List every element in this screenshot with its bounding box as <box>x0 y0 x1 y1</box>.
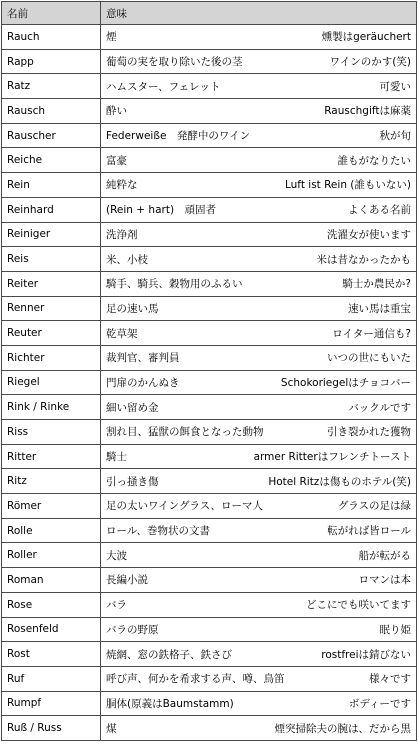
note-text: いつの世にもいた <box>327 352 411 365</box>
name-cell: Reiche <box>2 148 101 173</box>
meaning-text: 純粋な <box>106 179 138 192</box>
meaning-cell <box>101 420 417 445</box>
note-text: Hotel Ritzは傷ものホテル(笑) <box>268 475 411 488</box>
table-row <box>2 271 417 296</box>
meaning-text: 足の太いワイングラス、ローマ人 <box>106 500 263 513</box>
meaning-cell <box>101 642 417 667</box>
meaning-cell <box>101 74 417 99</box>
name-cell: Reinhard <box>2 197 101 222</box>
note-text: 燻製はgeräuchert <box>321 31 411 44</box>
note-text: 洗濯女が使います <box>327 228 411 241</box>
name-cell: Reiniger <box>2 222 101 247</box>
name-cell: Roller <box>2 543 101 568</box>
table-row <box>2 49 417 74</box>
table-row <box>2 716 417 741</box>
meaning-text: 呼び声、何かを希求する声、噂、鳥笛 <box>106 673 285 686</box>
header-row <box>2 2 417 25</box>
table-row <box>2 494 417 519</box>
note-text: 煙突掃除夫の腕は、だから黒 <box>274 722 411 735</box>
meaning-cell <box>101 395 417 420</box>
table-row <box>2 592 417 617</box>
name-cell: Rein <box>2 173 101 198</box>
note-text: 速い馬は重宝 <box>348 302 411 315</box>
table-row <box>2 148 417 173</box>
note-text: rostfreiは錆びない <box>321 648 411 661</box>
table-row <box>2 99 417 124</box>
note-text: 可愛い <box>379 80 411 93</box>
name-cell: Rosenfeld <box>2 617 101 642</box>
note-text: armer Ritterはフレンチトースト <box>253 451 411 464</box>
name-cell: Rauch <box>2 25 101 50</box>
table-row <box>2 173 417 198</box>
meaning-text: 洗浄剤 <box>106 228 138 241</box>
table-row <box>2 321 417 346</box>
note-text: 騎士か農民か? <box>342 278 411 291</box>
meaning-cell <box>101 271 417 296</box>
name-cell: Römer <box>2 494 101 519</box>
meaning-cell <box>101 49 417 74</box>
meaning-cell <box>101 222 417 247</box>
table-row <box>2 345 417 370</box>
meaning-cell <box>101 469 417 494</box>
name-cell: Ratz <box>2 74 101 99</box>
name-column-header: 名前 <box>2 2 101 25</box>
name-cell: Ritter <box>2 444 101 469</box>
meaning-text: 葡萄の実を取り除いた後の茎 <box>106 56 243 69</box>
table-row <box>2 197 417 222</box>
note-text: ロイター通信も? <box>332 327 411 340</box>
note-text: どこにでも咲いてます <box>306 599 411 612</box>
table-row <box>2 568 417 593</box>
meaning-text: 富豪 <box>106 154 127 167</box>
table-row <box>2 666 417 691</box>
meaning-text: バラ <box>106 599 127 612</box>
name-cell: Ruf <box>2 666 101 691</box>
table-row <box>2 469 417 494</box>
meaning-cell <box>101 173 417 198</box>
meaning-cell <box>101 444 417 469</box>
name-cell: Rink / Rinke <box>2 395 101 420</box>
meaning-text: 足の速い馬 <box>106 302 159 315</box>
note-text: 船が転がる <box>358 549 411 562</box>
meaning-text: Federweiße 発酵中のワイン <box>106 130 251 143</box>
name-cell: Ruß / Russ <box>2 716 101 741</box>
meaning-text: 乾草架 <box>106 327 138 340</box>
name-cell: Reuter <box>2 321 101 346</box>
note-text: グラスの足は緑 <box>337 500 411 513</box>
meaning-cell <box>101 691 417 716</box>
meaning-text: (Rein + hart) 頑固者 <box>106 204 217 217</box>
table-row <box>2 420 417 445</box>
meaning-cell <box>101 197 417 222</box>
name-cell: Rumpf <box>2 691 101 716</box>
table-body <box>2 25 417 741</box>
name-cell: Roman <box>2 568 101 593</box>
meaning-cell <box>101 543 417 568</box>
table-row <box>2 518 417 543</box>
note-text: 様々です <box>369 673 411 686</box>
note-text: 秋が旬 <box>379 130 411 143</box>
meaning-text: 門扉のかんぬき <box>106 376 180 389</box>
meaning-cell <box>101 568 417 593</box>
name-cell: Reis <box>2 247 101 272</box>
note-text: 引き裂かれた獲物 <box>327 426 411 439</box>
table-row <box>2 296 417 321</box>
meaning-cell <box>101 617 417 642</box>
meaning-column-header: 意味 <box>101 2 417 25</box>
note-text: よくある名前 <box>348 204 411 217</box>
name-cell: Rapp <box>2 49 101 74</box>
meaning-cell <box>101 247 417 272</box>
table-row <box>2 444 417 469</box>
name-cell: Ritz <box>2 469 101 494</box>
table-row <box>2 395 417 420</box>
meaning-text: バラの野原 <box>106 623 159 636</box>
table-row <box>2 642 417 667</box>
name-cell: Riegel <box>2 370 101 395</box>
table-row <box>2 543 417 568</box>
table-row <box>2 247 417 272</box>
note-text: Rauschgiftは麻薬 <box>324 105 411 118</box>
table-row <box>2 123 417 148</box>
name-cell: Reiter <box>2 271 101 296</box>
name-cell: Riss <box>2 420 101 445</box>
note-text: バックルです <box>348 401 411 414</box>
name-cell: Richter <box>2 345 101 370</box>
note-text: ロマンは本 <box>358 574 411 587</box>
meaning-text: 長編小説 <box>106 574 148 587</box>
table-row <box>2 25 417 50</box>
meaning-text: 裁判官、審判員 <box>106 352 180 365</box>
name-cell: Renner <box>2 296 101 321</box>
note-text: Luft ist Rein (誰もいない) <box>284 179 411 192</box>
note-text: ボディーです <box>348 697 411 710</box>
meaning-text: 煤 <box>106 722 117 735</box>
note-text: 眠り姫 <box>379 623 411 636</box>
table-row <box>2 617 417 642</box>
table-row <box>2 691 417 716</box>
meaning-cell <box>101 716 417 741</box>
meaning-text: 米、小枝 <box>106 253 148 266</box>
meaning-cell <box>101 25 417 50</box>
meaning-cell <box>101 592 417 617</box>
meaning-text: 酔い <box>106 105 127 118</box>
table-row <box>2 222 417 247</box>
meaning-text: 騎士 <box>106 451 127 464</box>
name-cell: Rost <box>2 642 101 667</box>
note-text: 転がれば皆ロール <box>327 525 411 538</box>
meaning-text: 大波 <box>106 549 127 562</box>
name-cell: Rolle <box>2 518 101 543</box>
meaning-cell <box>101 123 417 148</box>
note-text: ワインのかす(笑) <box>329 56 411 69</box>
table-row <box>2 370 417 395</box>
meaning-text: ハムスター、フェレット <box>106 80 221 93</box>
meaning-cell <box>101 296 417 321</box>
meaning-cell <box>101 370 417 395</box>
meaning-text: 引っ掻き傷 <box>106 475 159 488</box>
meaning-text: 騎手、騎兵、穀物用のふるい <box>106 278 243 291</box>
table-row <box>2 74 417 99</box>
meaning-text: 細い留め金 <box>106 401 159 414</box>
meaning-cell <box>101 666 417 691</box>
glossary-table <box>1 1 417 741</box>
meaning-cell <box>101 494 417 519</box>
meaning-text: 胴体(原義はBaumstamm) <box>106 697 234 710</box>
note-text: 誰もがなりたい <box>337 154 411 167</box>
meaning-cell <box>101 518 417 543</box>
meaning-cell <box>101 345 417 370</box>
name-cell: Rose <box>2 592 101 617</box>
meaning-text: 煙 <box>106 31 117 44</box>
meaning-cell <box>101 99 417 124</box>
note-text: 米は昔なかったかも <box>316 253 411 266</box>
meaning-text: 焼網、窓の鉄格子、鉄さび <box>106 648 232 661</box>
meaning-text: ロール、巻物状の文書 <box>106 525 210 538</box>
meaning-text: 割れ目、猛獣の餌食となった動物 <box>106 426 264 439</box>
meaning-cell <box>101 148 417 173</box>
meaning-cell <box>101 321 417 346</box>
name-cell: Rausch <box>2 99 101 124</box>
name-cell: Rauscher <box>2 123 101 148</box>
note-text: Schokoriegelはチョコバー <box>280 376 411 389</box>
